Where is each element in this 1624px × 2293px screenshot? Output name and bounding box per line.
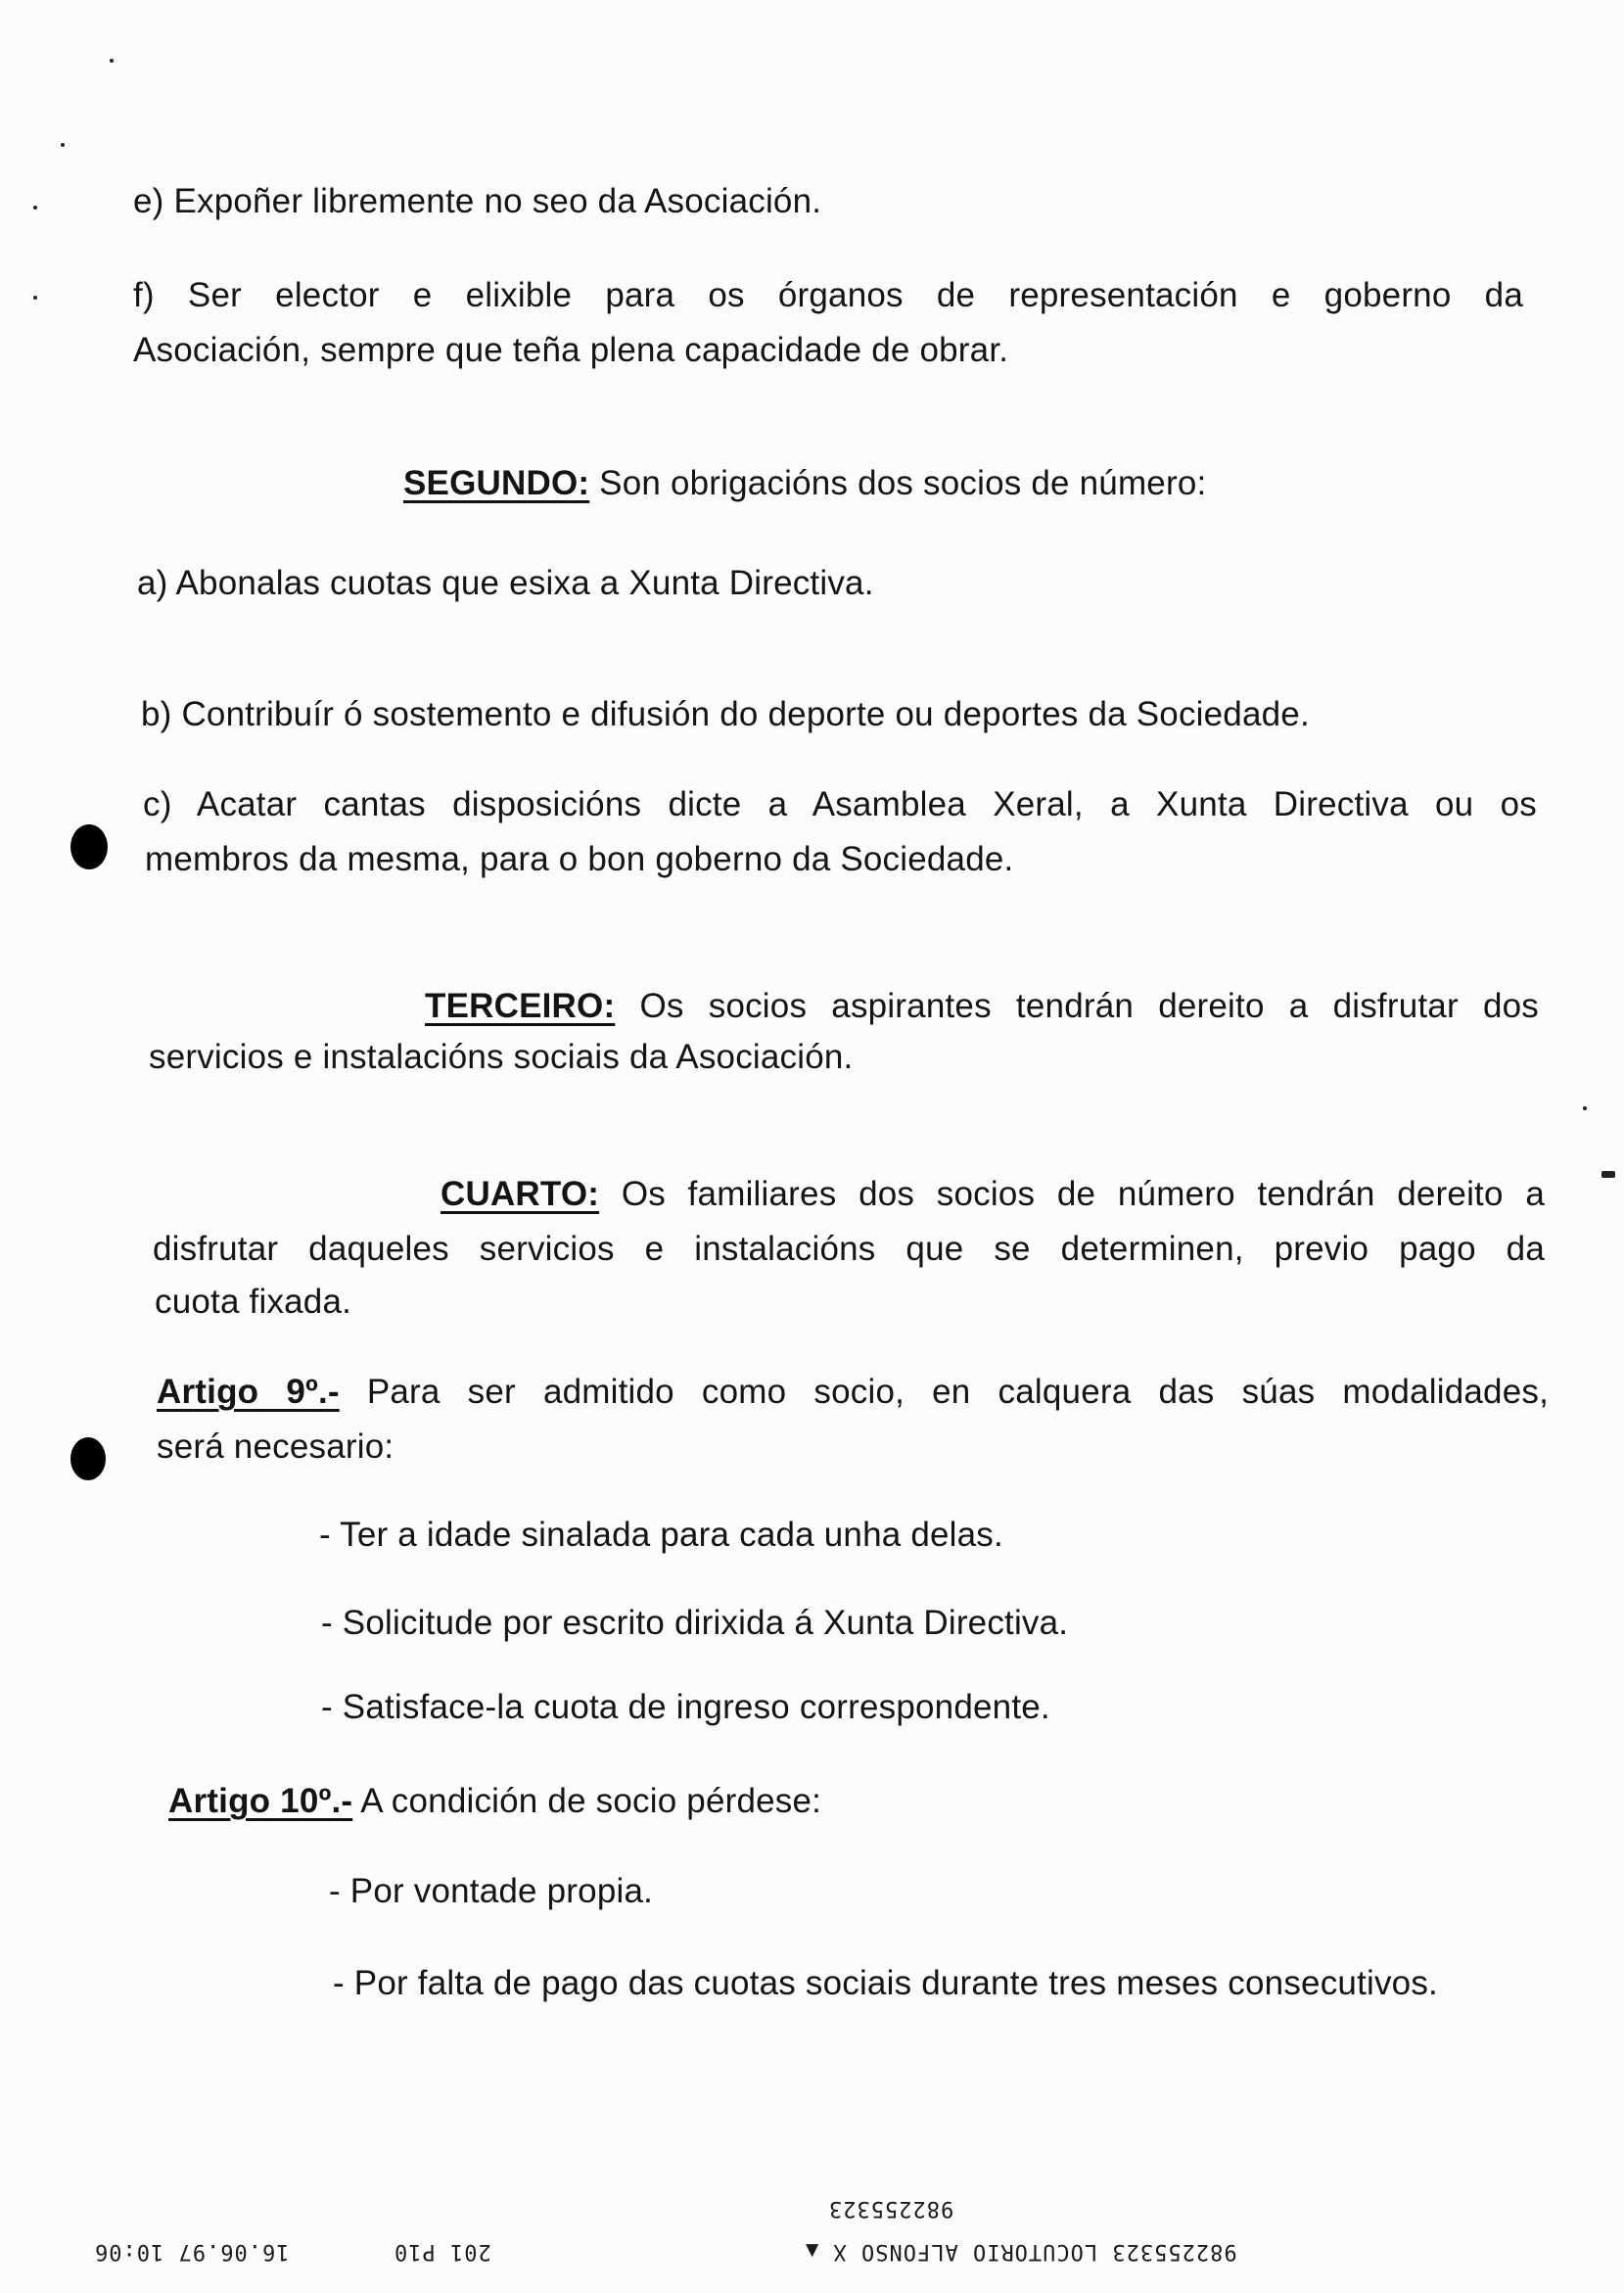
obligation-b: b) Contribuír ó sostemento e difusión do deporte ou deportes da Sociedade. bbox=[141, 695, 1310, 733]
artigo9-item: - Ter a idade sinalada para cada unha delas. bbox=[319, 1516, 1003, 1554]
fax-sender: 982255323 LOCUTORIO ALFONSO X ▲ bbox=[805, 2239, 1237, 2264]
fax-datetime: 16.06.97 10:06 bbox=[94, 2239, 290, 2264]
terceiro-line1 bbox=[425, 985, 1539, 1028]
fax-page-code: 201 P10 bbox=[394, 2239, 491, 2264]
right-e: e) Expoñer libremente no seo da Asociación. bbox=[133, 182, 822, 220]
terceiro-text-1: Os socios aspirantes tendrán dereito a disfrutar dos bbox=[615, 987, 1539, 1025]
cuarto-heading: CUARTO: bbox=[441, 1175, 600, 1213]
right-f-line2: Asociación, sempre que teña plena capacidade de obrar. bbox=[133, 331, 1009, 369]
artigo9-item: - Solicitude por escrito dirixida á Xunta Directiva. bbox=[321, 1604, 1069, 1642]
artigo10-paragraph bbox=[168, 1780, 821, 1823]
speck bbox=[33, 206, 37, 210]
right-f-line1: f) Ser elector e elixible para os órganos de representación e goberno da bbox=[133, 276, 1523, 314]
artigo9-line1 bbox=[157, 1371, 1549, 1414]
cuarto-line3: cuota fixada. bbox=[155, 1283, 352, 1321]
segundo-paragraph bbox=[403, 462, 1206, 505]
segundo-text: Son obrigacións dos socios de número: bbox=[589, 464, 1207, 502]
segundo-heading: SEGUNDO: bbox=[403, 464, 590, 502]
artigo10-item: - Por falta de pago das cuotas sociais durante tres meses consecutivos. bbox=[333, 1964, 1438, 2002]
speck bbox=[1583, 1106, 1587, 1110]
artigo9-heading: Artigo 9º.- bbox=[157, 1373, 340, 1411]
obligation-a: a) Abonalas cuotas que esixa a Xunta Directiva. bbox=[137, 564, 874, 602]
terceiro-line2: servicios e instalacións sociais da Asociación. bbox=[149, 1038, 854, 1076]
cuarto-text-1: Os familiares dos socios de número tendrán dereito a bbox=[599, 1175, 1545, 1213]
speck bbox=[1601, 1171, 1615, 1178]
cuarto-line2: disfrutar daqueles servicios e instalacións que se determinen, previo pago da bbox=[153, 1230, 1545, 1268]
speck bbox=[61, 143, 65, 147]
obligation-c-line1: c) Acatar cantas disposicións dicte a Asamblea Xeral, a Xunta Directiva ou os bbox=[143, 785, 1537, 823]
fax-phone-top: 982255323 bbox=[828, 2196, 954, 2221]
artigo9-text-1: Para ser admitido como socio, en calquera das súas modalidades, bbox=[339, 1373, 1549, 1411]
terceiro-heading: TERCEIRO: bbox=[425, 987, 616, 1025]
speck bbox=[33, 296, 37, 300]
punch-hole-top bbox=[70, 824, 108, 869]
artigo9-line2: será necesario: bbox=[157, 1427, 394, 1466]
obligation-c-line2: membros da mesma, para o bon goberno da Sociedade. bbox=[145, 840, 1014, 878]
artigo9-item: - Satisface-la cuota de ingreso correspondente. bbox=[321, 1688, 1050, 1726]
artigo10-item: - Por vontade propia. bbox=[329, 1872, 654, 1910]
artigo10-text: A condición de socio pérdese: bbox=[352, 1782, 822, 1820]
artigo10-heading: Artigo 10º.- bbox=[168, 1782, 353, 1820]
cuarto-line1 bbox=[441, 1173, 1545, 1216]
punch-hole-bottom bbox=[70, 1437, 106, 1480]
speck bbox=[110, 59, 114, 63]
